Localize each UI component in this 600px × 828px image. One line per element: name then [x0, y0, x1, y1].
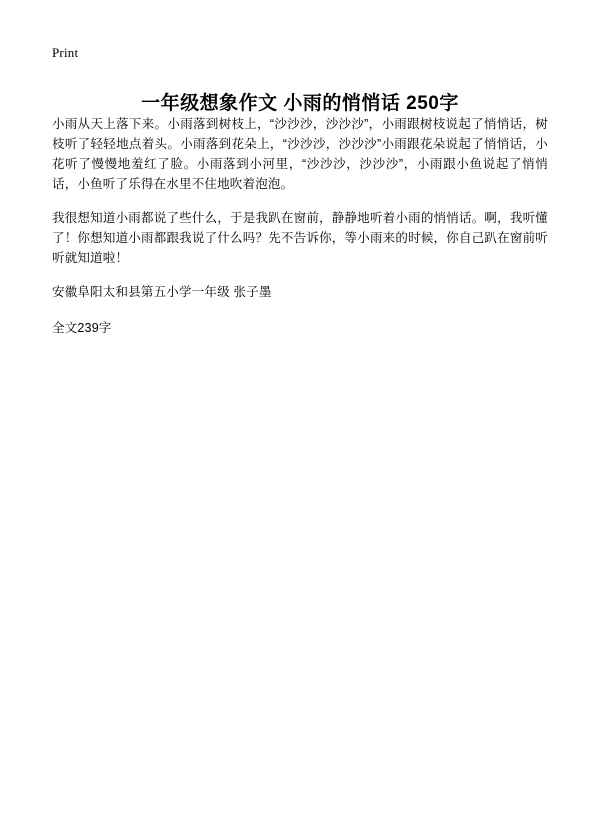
author-signature: 安徽阜阳太和县第五小学一年级 张子墨 [52, 285, 272, 299]
word-count: 全文239字 [52, 321, 112, 335]
page-title: 一年级想象作文 小雨的悄悄话 250字 [141, 92, 459, 114]
paragraph: 我很想知道小雨都说了些什么，于是我趴在窗前，静静地听着小雨的悄悄话。啊，我听懂了！你想知道小雨都跟我说了什么吗？先不告诉你，等小雨来的时候，你自己趴在窗前听听就知道啦！ [52, 211, 548, 265]
paragraph: 小雨从天上落下来。小雨落到树枝上，“沙沙沙，沙沙沙”，小雨跟树枝说起了悄悄话，树枝听了轻轻地点着头。小雨落到花朵上，“沙沙沙，沙沙沙”小雨跟花朵说起了悄悄话，小花听了慢慢地羞红了脸。小雨落到小河里，“沙沙沙，沙沙沙”，小雨跟小鱼说起了悄悄话，小鱼听了乐得在水里不住地吹着泡泡。 [52, 117, 548, 191]
document-body [52, 114, 548, 338]
print-label[interactable]: Print [52, 45, 79, 60]
